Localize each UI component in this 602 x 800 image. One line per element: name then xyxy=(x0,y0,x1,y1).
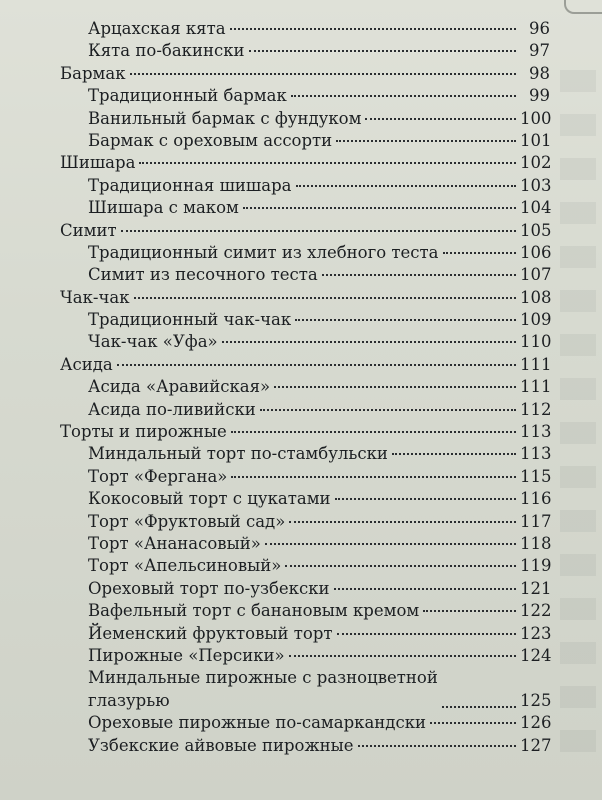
toc-entry-title: Традиционный симит из хлебного теста xyxy=(88,242,439,262)
toc-entry-page: 123 xyxy=(520,623,552,643)
toc-entry-title: Арцахская кята xyxy=(88,19,226,38)
toc-entry xyxy=(60,443,550,465)
toc-entry xyxy=(60,18,550,40)
dot-leader xyxy=(249,50,516,52)
toc-entry-title: Ореховые пирожные по-самаркандски xyxy=(88,713,427,733)
toc-entry-page: 113 xyxy=(520,444,552,464)
toc-entry-page: 98 xyxy=(529,63,550,83)
toc-entry-title: Ореховый торт по-узбекски xyxy=(88,578,330,598)
dot-leader xyxy=(222,341,516,343)
toc-section-title: Чак-чак xyxy=(60,287,130,307)
dot-leader xyxy=(295,319,516,321)
toc-entry xyxy=(60,108,550,130)
dot-leader xyxy=(443,252,517,254)
toc-entry-title: Кята по-бакински xyxy=(88,41,245,61)
toc-entry-page: 117 xyxy=(520,511,552,531)
toc-entry-title: Асида по-ливийски xyxy=(88,399,256,419)
toc-entry-page: 122 xyxy=(520,601,552,621)
toc-entry xyxy=(60,40,550,62)
toc-entry-title: Узбекские айвовые пирожные xyxy=(88,735,354,755)
toc-entry-page: 126 xyxy=(520,713,552,733)
toc-section xyxy=(60,63,550,85)
toc-entry xyxy=(60,511,550,533)
toc-entry-page: 103 xyxy=(520,175,552,195)
toc-entry-page: 109 xyxy=(520,310,552,330)
dot-leader xyxy=(289,521,516,523)
toc-entry-page: 110 xyxy=(520,332,552,352)
toc-entry-title-line2: глазурью xyxy=(88,690,170,710)
toc-entry xyxy=(60,175,550,197)
toc-entry-page: 118 xyxy=(520,533,552,553)
dot-leader xyxy=(231,476,516,478)
toc-entry xyxy=(60,623,550,645)
book-edge-mark xyxy=(564,0,602,14)
toc-entry-page: 119 xyxy=(520,556,552,576)
page-edge-shadow xyxy=(560,70,596,770)
toc-entry-page: 104 xyxy=(520,198,552,218)
toc-entry-page: 116 xyxy=(520,489,552,509)
dot-leader xyxy=(335,498,516,500)
dot-leader xyxy=(322,274,516,276)
dot-leader xyxy=(291,95,516,97)
toc-entry-page: 127 xyxy=(520,735,552,755)
toc-entry-page: 107 xyxy=(520,265,552,285)
table-of-contents xyxy=(60,18,550,757)
toc-entry xyxy=(60,197,550,219)
toc-entry-title: Традиционный бармак xyxy=(88,86,287,106)
toc-entry-page: 112 xyxy=(520,399,552,419)
dot-leader xyxy=(358,745,516,747)
dot-leader xyxy=(365,118,516,120)
toc-entry-page: 108 xyxy=(520,287,552,307)
toc-entry-title: Торт «Фергана» xyxy=(88,466,228,486)
toc-entry-page: 100 xyxy=(520,108,552,128)
dot-leader xyxy=(134,297,516,299)
dot-leader xyxy=(285,565,516,567)
toc-entry xyxy=(60,488,550,510)
dot-leader xyxy=(260,409,516,411)
toc-entry-title: Симит из песочного теста xyxy=(88,265,318,285)
toc-entry xyxy=(60,85,550,107)
toc-entry-title xyxy=(88,667,438,712)
toc-entry-page: 125 xyxy=(520,690,552,710)
toc-entry xyxy=(60,466,550,488)
toc-entry-title: Вафельный торт с банановым кремом xyxy=(88,601,420,621)
dot-leader xyxy=(274,386,516,388)
toc-entry xyxy=(60,735,550,757)
toc-entry-page: 105 xyxy=(520,220,552,240)
toc-entry-title: Пирожные «Персики» xyxy=(88,645,285,665)
toc-entry xyxy=(60,712,550,734)
toc-entry-page: 111 xyxy=(520,354,552,374)
toc-entry-page: 101 xyxy=(520,130,552,150)
dot-leader xyxy=(121,230,516,232)
toc-entry xyxy=(60,264,550,286)
dot-leader xyxy=(130,73,516,75)
toc-entry-page: 106 xyxy=(520,242,552,262)
toc-section xyxy=(60,354,550,376)
toc-section xyxy=(60,421,550,443)
toc-entry-title: Ванильный бармак с фундуком xyxy=(88,108,362,128)
toc-entry-title: Торт «Апельсиновый» xyxy=(88,556,282,576)
toc-entry xyxy=(60,242,550,264)
dot-leader xyxy=(336,140,516,142)
toc-entry-page: 115 xyxy=(520,466,552,486)
dot-leader xyxy=(423,610,516,612)
toc-entry xyxy=(60,667,550,712)
toc-section xyxy=(60,287,550,309)
toc-entry-title: Асида «Аравийская» xyxy=(88,377,271,397)
toc-entry xyxy=(60,399,550,421)
toc-entry-page: 96 xyxy=(529,19,550,38)
toc-entry-page: 113 xyxy=(520,422,552,442)
toc-entry-title: Торт «Ананасовый» xyxy=(88,533,261,553)
toc-entry-title: Торт «Фруктовый сад» xyxy=(88,511,286,531)
toc-entry-page: 99 xyxy=(529,86,550,106)
dot-leader xyxy=(289,655,516,657)
toc-entry-page: 111 xyxy=(520,377,552,397)
dot-leader xyxy=(117,364,516,366)
toc-entry xyxy=(60,376,550,398)
toc-entry-title: Миндальный торт по-стамбульски xyxy=(88,444,388,464)
toc-section-title: Торты и пирожные xyxy=(60,422,227,442)
toc-section-title: Шишара xyxy=(60,153,136,173)
toc-section-title: Симит xyxy=(60,220,117,240)
toc-entry xyxy=(60,600,550,622)
toc-entry-page: 124 xyxy=(520,645,552,665)
dot-leader xyxy=(230,28,516,30)
dot-leader xyxy=(265,543,516,545)
dot-leader xyxy=(243,207,516,209)
dot-leader xyxy=(392,453,516,455)
toc-entry xyxy=(60,645,550,667)
toc-section-title: Бармак xyxy=(60,63,126,83)
dot-leader xyxy=(334,588,516,590)
toc-section xyxy=(60,220,550,242)
toc-entry xyxy=(60,555,550,577)
dot-leader xyxy=(442,706,516,708)
toc-entry xyxy=(60,309,550,331)
toc-entry-title: Традиционный чак-чак xyxy=(88,310,292,330)
toc-entry-page: 102 xyxy=(520,153,552,173)
toc-entry-title: Кокосовый торт с цукатами xyxy=(88,489,331,509)
toc-entry-title: Бармак с ореховым ассорти xyxy=(88,130,333,150)
toc-entry-title: Традиционная шишара xyxy=(88,175,292,195)
toc-section-title: Асида xyxy=(60,354,113,374)
toc-entry-page: 97 xyxy=(529,41,550,61)
toc-entry-title: Шишара с маком xyxy=(88,198,239,218)
toc-entry-title: Йеменский фруктовый торт xyxy=(88,623,333,643)
toc-entry xyxy=(60,578,550,600)
dot-leader xyxy=(337,633,516,635)
dot-leader xyxy=(296,185,516,187)
dot-leader xyxy=(430,722,516,724)
toc-entry-title: Чак-чак «Уфа» xyxy=(88,332,218,352)
toc-entry xyxy=(60,331,550,353)
dot-leader xyxy=(231,431,516,433)
toc-entry-title-line1: Миндальные пирожные с разноцветной xyxy=(88,668,438,688)
toc-entry xyxy=(60,533,550,555)
dot-leader xyxy=(139,162,516,164)
toc-entry-page: 121 xyxy=(520,578,552,598)
toc-entry xyxy=(60,130,550,152)
toc-section xyxy=(60,152,550,174)
